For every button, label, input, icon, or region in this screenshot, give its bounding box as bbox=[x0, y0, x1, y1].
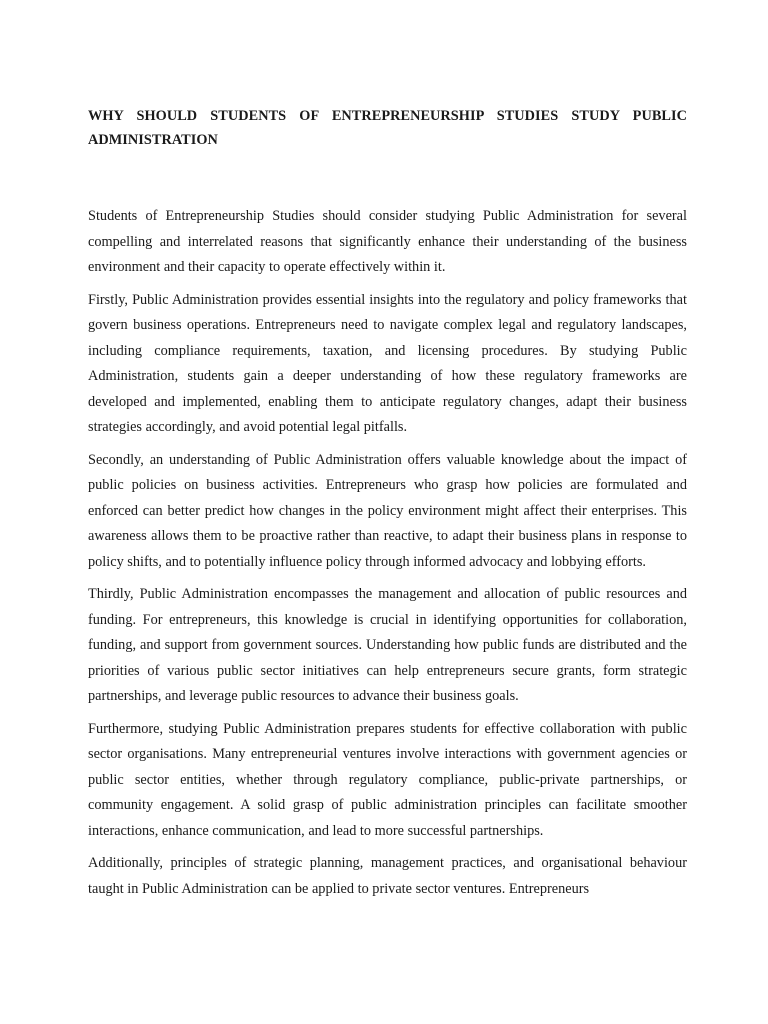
paragraph-intro: Students of Entrepreneurship Studies should consider studying Public Administration for several compelling and interrelated reasons that significantly enhance their understanding of the business environment and their capacity to operate effectively within it. bbox=[88, 208, 687, 275]
paragraph-thirdly: Thirdly, Public Administration encompasses the management and allocation of public resources and funding. For entrepreneurs, this knowledge is crucial in identifying opportunities for collaboration, funding, and support from government sources. Understanding how public funds are distributed and the priorities of various public sector initiatives can help entrepreneurs secure grants, form strategic partnerships, and leverage public resources to advance their business goals. bbox=[88, 586, 687, 704]
paragraph-firstly: Firstly, Public Administration provides essential insights into the regulatory and policy frameworks that govern business operations. Entrepreneurs need to navigate complex legal and regulatory landscapes, including compliance requirements, taxation, and licensing procedures. By studying Public Administration, students gain a deeper understanding of how these regulatory frameworks are developed and implemented, enabling them to anticipate regulatory changes, adapt their business strategies accordingly, and avoid potential legal pitfalls. bbox=[88, 291, 687, 435]
document-title: WHY SHOULD STUDENTS OF ENTREPRENEURSHIP STUDIES STUDY PUBLIC ADMINISTRATION bbox=[88, 108, 687, 148]
paragraph-furthermore: Furthermore, studying Public Administration prepares students for effective collaboration with public sector organisations. Many entrepreneurial ventures involve interactions with government agencies or public sector entities, whether through regulatory compliance, public-private partnerships, or community engagement. A solid grasp of public administration principles can facilitate smoother interactions, enhance communication, and lead to more successful partnerships. bbox=[88, 720, 687, 839]
paragraph-additionally: Additionally, principles of strategic planning, management practices, and organisational behaviour taught in Public Administration can be applied to private sector ventures. Entrepreneurs bbox=[88, 855, 687, 897]
document-body bbox=[88, 104, 687, 909]
paragraph-secondly: Secondly, an understanding of Public Administration offers valuable knowledge about the impact of public policies on business activities. Entrepreneurs who grasp how policies are formulated and enforced can better predict how changes in the policy environment might affect their enterprises. This awareness allows them to be proactive rather than reactive, to adapt their business plans in response to policy shifts, and to potentially influence policy through informed advocacy and lobbying efforts. bbox=[88, 451, 687, 570]
